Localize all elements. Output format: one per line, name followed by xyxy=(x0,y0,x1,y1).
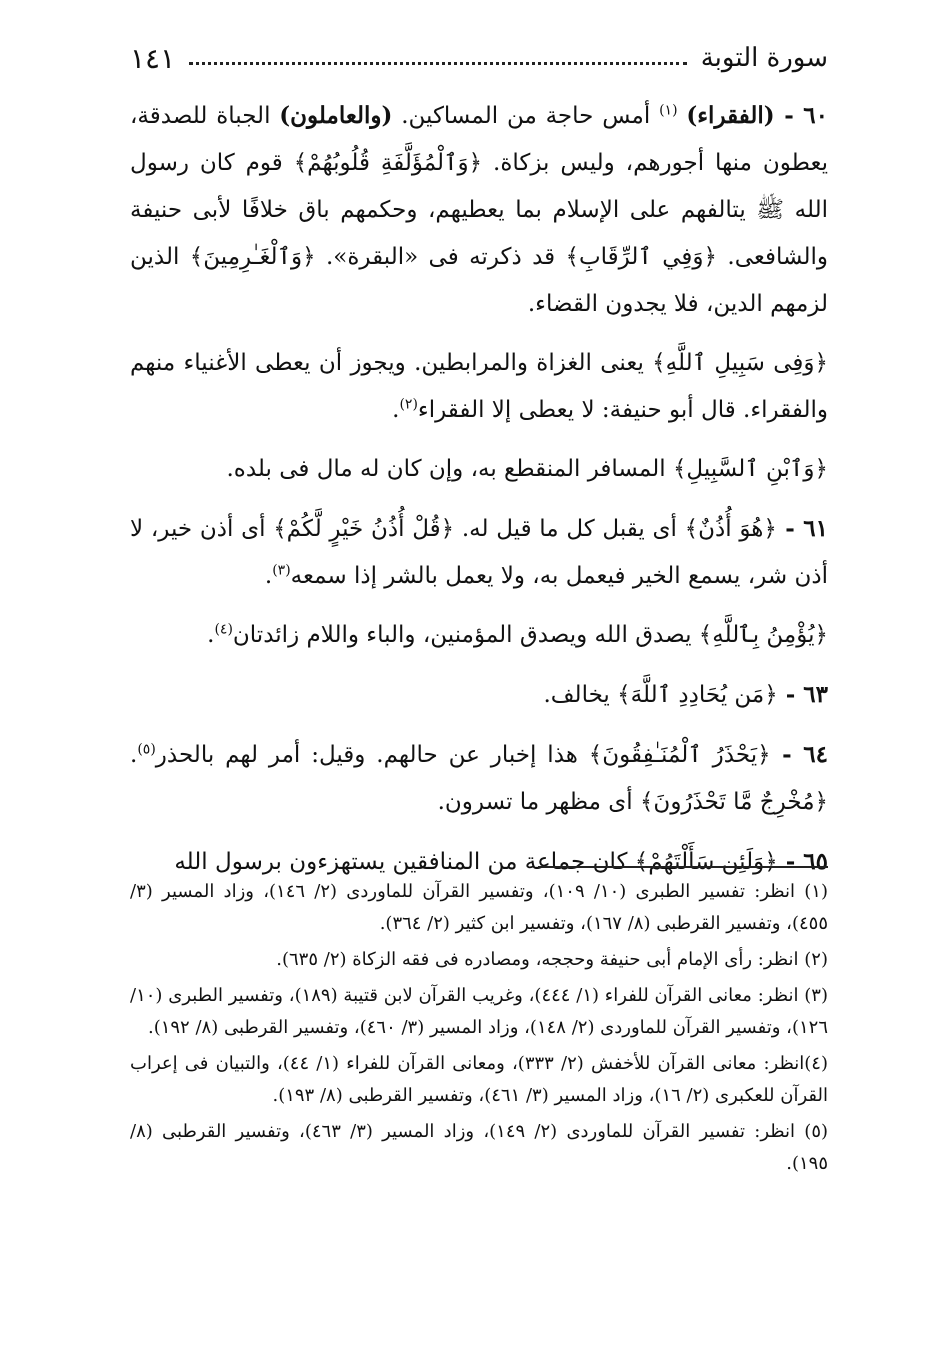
quran-quote: ﴿وَفِى سَبِيلِ ٱللَّهِ﴾ xyxy=(652,350,828,376)
text: يصدق الله ويصدق المؤمنين، والباء واللام زائدتان xyxy=(232,622,699,648)
verse-number: ٦٥ - xyxy=(777,848,828,875)
verse-number: ٦٤ - xyxy=(770,741,829,768)
text: قوم كان رسول الله ﷺ يتالفهم على الإسلام بما يعطيهم، وحكمهم باق خلافًا لأبى حنيفة والشافعى. xyxy=(130,150,828,270)
quran-quote: ﴿يَحْذَرُ ٱلْمُنَـٰفِقُونَ﴾ xyxy=(588,742,771,768)
footnote-separator xyxy=(538,866,828,868)
paragraph-fi-sabilillah xyxy=(130,340,828,434)
running-title: سورة التوبة xyxy=(700,43,828,73)
text: . xyxy=(264,563,273,589)
quran-quote: ﴿مُخْرِجٌ مَّا تَحْذَرُونَ﴾ xyxy=(639,789,828,815)
footnote-ref: (١) xyxy=(659,102,678,119)
text: هذا إخبار عن حالهم. وقيل: أمر لهم بالحذر xyxy=(155,742,589,768)
quran-quote: ﴿يُؤْمِنُ بِٱللَّهِ﴾ xyxy=(698,622,828,648)
term: (الفقراء) xyxy=(686,102,775,129)
quran-quote: ﴿وَٱبْنِ ٱلسَّبِيلِ﴾ xyxy=(672,456,828,482)
quran-quote: ﴿قُلْ أُذُنُ خَيْرٍ لَّكُمْ﴾ xyxy=(273,516,455,542)
text: . xyxy=(130,742,138,768)
text: المسافر المنقطع به، وإن كان له مال فى بلده. xyxy=(226,456,673,482)
paragraph-verse-64 xyxy=(130,731,828,826)
main-text xyxy=(130,92,828,886)
leader-dots xyxy=(189,62,687,65)
footnote-ref: (٣) xyxy=(272,562,291,579)
verse-number: ٦٠ - xyxy=(774,102,828,129)
text: قد ذكرته فى «البقرة». xyxy=(315,244,566,270)
paragraph-yuminu xyxy=(130,612,828,659)
footnotes xyxy=(130,876,828,1184)
footnote-3: (٣) انظر: معانى القرآن للفراء (١/ ٤٤٤)، وغريب القرآن لابن قتيبة (١٨٩)، وتفسير الطبرى (١٠/ ١٢٦)، وتفسير القرآن للماوردى (٢/ ١٤٨)، وزاد المسير (٣/ ٤٦٠)، وتفسير القرطبى (٨/ ١٩٢). xyxy=(130,985,828,1038)
footnote-5: (٥) انظر: تفسير القرآن للماوردى (٢/ ١٤٩)، وزاد المسير (٣/ ٤٦٣)، وتفسير القرطبى (٨/ ١٩٥). xyxy=(130,1121,829,1174)
quran-quote: ﴿وَٱلْغَـٰرِمِينَ﴾ xyxy=(189,244,316,270)
text: الذين لزمهم الدين، فلا يجدون القضاء. xyxy=(130,244,828,317)
quran-quote: ﴿وَلَئِن سَأَلْتَهُمْ﴾ xyxy=(634,849,778,875)
text: أى أذن خير، لا أذن شر، يسمع الخير فيعمل به، ولا يعمل بالشر إذا سمعه xyxy=(130,516,828,589)
footnote-4: (٤)انظر: معانى القرآن للأخفش (٢/ ٣٣٣)، ومعانى القرآن للفراء (١/ ٤٤)، والتبيان فى إعراب القرآن للعكبرى (٢/ ١٦)، وزاد المسير (٣/ ٤٦١)، وتفسير القرطبى (٨/ ١٩٣). xyxy=(130,1053,828,1106)
paragraph-verse-61 xyxy=(130,505,828,600)
text: الجباة للصدقة، يعطون منها أجورهم، وليس بزكاة. xyxy=(130,103,828,176)
quran-quote: ﴿هُوَ أُذُنٌ﴾ xyxy=(684,516,777,542)
verse-number: ٦٣ - xyxy=(777,681,828,708)
text: كان جماعة من المنافقين يستهزءون برسول الله xyxy=(174,849,635,875)
text: يعنى الغزاة والمرابطين. ويجوز أن يعطى الأغنياء منهم والفقراء. قال أبو حنيفة: لا يعطى إلا الفقراء xyxy=(130,350,828,423)
text: أمس حاجة من المساكين. xyxy=(392,103,660,129)
text: . xyxy=(207,622,215,648)
quran-quote: ﴿وَٱلْمُؤَلَّفَةِ قُلُوبُهُمْ﴾ xyxy=(293,150,483,176)
quran-quote: ﴿وَفِي ٱلرِّقَابِ﴾ xyxy=(565,244,717,270)
paragraph-verse-60 xyxy=(130,92,828,328)
footnote-ref: (٥) xyxy=(137,741,156,758)
footnote-1: (١) انظر: تفسير الطبرى (١٠/ ١٠٩)، وتفسير القرآن للماوردى (٢/ ١٤٦)، وزاد المسير (٣/ ٤٥٥)، وتفسير القرطبى (٨/ ١٦٧)، وتفسير ابن كثير (٢/ ٣٦٤). xyxy=(130,881,828,934)
text: . xyxy=(392,397,400,423)
quran-quote: ﴿مَن يُحَادِدِ ٱللَّهَ﴾ xyxy=(617,682,778,708)
page-number: ١٤١ xyxy=(130,41,176,75)
verse-number: ٦١ - xyxy=(776,515,828,542)
term: (والعاملون) xyxy=(279,102,393,129)
text: أى يقبل كل ما قيل له. xyxy=(454,516,685,542)
text: أى مظهر ما تسرون. xyxy=(437,789,640,815)
footnote-ref: (٢) xyxy=(399,396,418,413)
footnote-2: (٢) انظر: رأى الإمام أبى حنيفة وحججه، ومصادره فى فقه الزكاة (٢/ ٦٣٥). xyxy=(276,949,828,970)
page-header xyxy=(130,38,828,78)
footnote-ref: (٤) xyxy=(214,621,233,638)
paragraph-ibn-sabil xyxy=(130,446,828,493)
paragraph-verse-63 xyxy=(130,671,828,719)
text: يخالف. xyxy=(543,682,618,708)
